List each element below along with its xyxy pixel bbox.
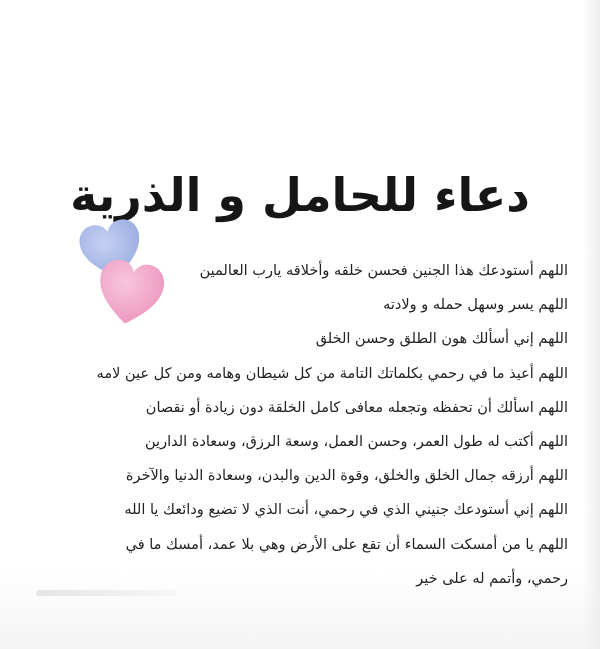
prayer-line: اللهم إني أستودعك جنيني الذي في رحمي، أنت الذي لا تضيع ودائعك يا الله — [124, 502, 568, 519]
prayer-line: اللهم اسألك أن تحفظه وتجعله معافى كامل الخلقة دون زيادة أو نقصان — [145, 399, 568, 416]
prayer-line: اللهم يسر وسهل حمله و ولادته — [383, 297, 568, 314]
prayer-line: رحمي، وأتمم له على خير — [416, 570, 568, 587]
prayer-line: اللهم أعيذ ما في رحمي بكلماتك التامة من كل شيطان وهامه ومن كل عين لامه — [96, 365, 568, 382]
prayer-line: اللهم أستودعك هذا الجنين فحسن خلقه وأخلاقه يارب العالمين — [199, 263, 568, 279]
page-edge-shadow — [582, 0, 600, 649]
prayer-line: اللهم أكتب له طول العمر، وحسن العمل، وسعة الرزق، وسعادة الدارين — [145, 433, 568, 450]
faint-watermark — [36, 590, 176, 596]
prayer-line: اللهم يا من أمسكت السماء أن تقع على الأرض وهي بلا عمد، أمسك ما في — [125, 536, 568, 553]
prayer-line: اللهم إني أسألك هون الطلق وحسن الخلق — [315, 331, 568, 348]
prayer-text — [22, 254, 568, 596]
prayer-line: اللهم أرزقه جمال الخلق والخلق، وقوة الدين والبدن، وسعادة الدنيا والآخرة — [125, 468, 568, 485]
page-title: دعاء للحامل و الذرية — [70, 168, 530, 222]
